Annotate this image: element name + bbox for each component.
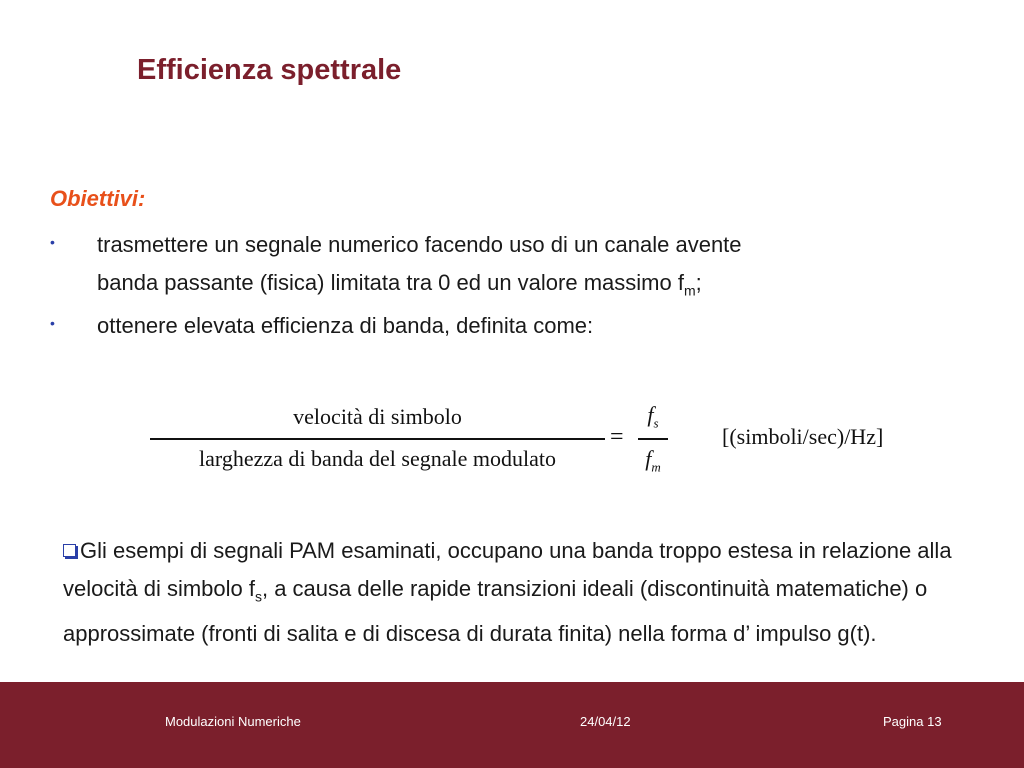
objectives-colon: :	[138, 186, 146, 211]
note-text-1: Gli esempi di segnali PAM esaminati, occupano una banda troppo estesa in relazione alla velocità di simbolo f	[63, 538, 952, 601]
objectives-label-text: Obiettivi	[50, 186, 139, 211]
footer-course-title: Modulazioni Numeriche	[165, 714, 301, 729]
footer-page-number: Pagina 13	[883, 714, 942, 729]
note-text-2: , a causa delle rapide transizioni ideali (discontinuità matematiche) o approssimate (fronti di salita e di discesa di durata finita) nella forma d’ impulso g(t).	[63, 576, 928, 647]
fraction-denominator: larghezza di banda del segnale modulato	[199, 446, 556, 471]
bullet-text-1	[97, 226, 957, 309]
fs-sub: s	[653, 415, 659, 431]
ratio-fraction	[638, 402, 668, 482]
fraction-numerator: velocità di simbolo	[293, 404, 462, 429]
bullet-text-2: ottenere elevata efficienza di banda, definita come:	[97, 313, 594, 338]
footer-bar	[0, 682, 1024, 768]
main-fraction	[150, 402, 605, 482]
bullet-dot-icon: •	[50, 234, 55, 250]
note-paragraph	[63, 532, 963, 653]
bullet-1-line1: trasmettere un segnale numerico facendo uso di un canale avente	[97, 232, 742, 257]
bullet-1-sub: m	[683, 282, 696, 299]
equals-sign: =	[610, 424, 624, 450]
efficiency-formula	[150, 402, 950, 482]
bullet-1-end: ;	[695, 270, 702, 295]
bullet-dot-icon: •	[50, 315, 55, 331]
ratio-numerator	[638, 402, 668, 431]
objectives-label	[50, 186, 145, 212]
slide-title: Efficienza spettrale	[137, 54, 402, 86]
fraction-bar	[150, 438, 605, 440]
bullet-1-line2: banda passante (fisica) limitata tra 0 ed un valore massimo f	[97, 270, 684, 295]
fm-f: f	[645, 446, 652, 471]
ratio-denominator	[638, 446, 668, 475]
ratio-bar	[638, 438, 668, 440]
formula-units: [(simboli/sec)/Hz]	[722, 424, 884, 449]
fm-sub: m	[651, 459, 661, 475]
checkbox-bullet-icon	[63, 544, 76, 557]
note-sub: s	[254, 588, 262, 605]
fs-f: f	[647, 402, 654, 427]
footer-date: 24/04/12	[580, 714, 631, 729]
